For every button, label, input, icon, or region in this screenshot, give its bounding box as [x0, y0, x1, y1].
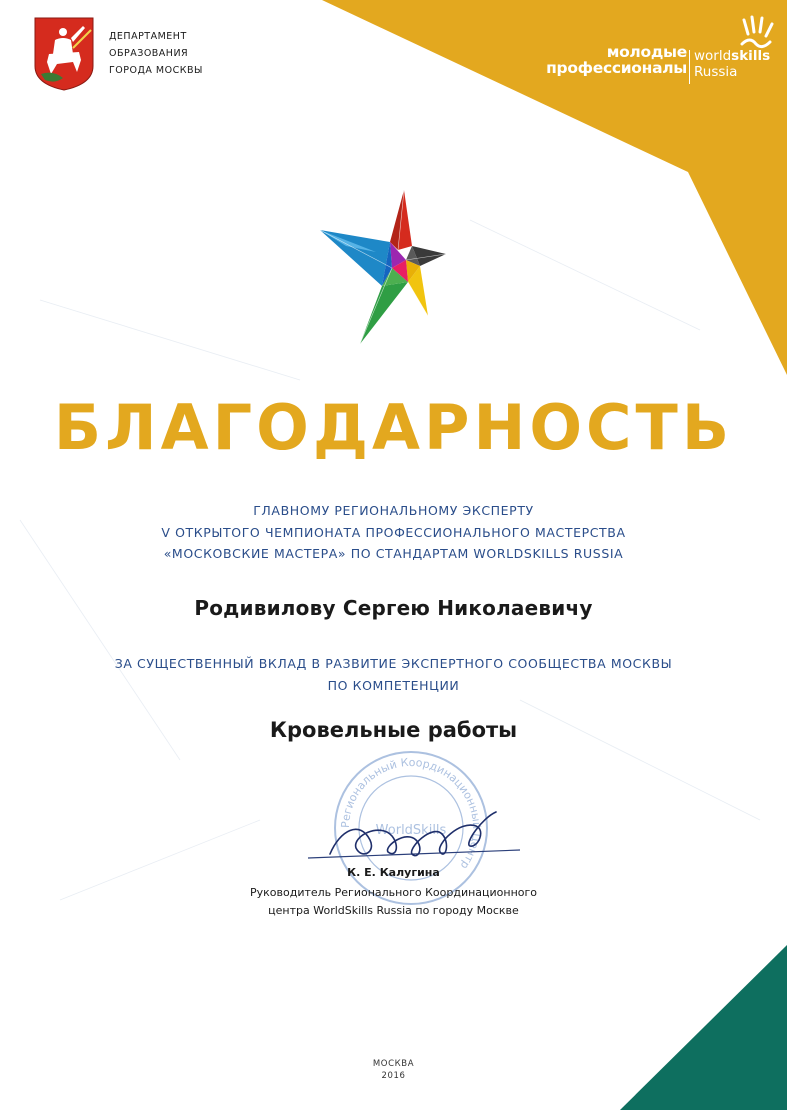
- reason-line: ПО КОМПЕТЕНЦИИ: [327, 677, 460, 693]
- recipient-line: ГЛАВНОМУ РЕГИОНАЛЬНОМУ ЭКСПЕРТУ: [253, 503, 534, 518]
- footer-city: МОСКВА: [372, 1059, 415, 1069]
- brand-ws-plain: world: [694, 48, 732, 64]
- competence-name: Кровельные работы: [269, 718, 518, 742]
- signatory-title: [0, 884, 787, 920]
- recipient-description: [0, 500, 787, 565]
- brand-country: Russia: [694, 64, 738, 80]
- certificate-title: БЛАГОДАРНОСТЬ: [53, 391, 734, 464]
- department-line: ДЕПАРТАМЕНТ: [109, 31, 187, 42]
- teal-corner-shape: [620, 945, 787, 1110]
- department-line: ОБРАЗОВАНИЯ: [109, 48, 189, 59]
- recipient-line: V ОТКРЫТОГО ЧЕМПИОНАТА ПРОФЕССИОНАЛЬНОГО МАСТЕРСТВА: [161, 524, 626, 540]
- reason-line: ЗА СУЩЕСТВЕННЫЙ ВКЛАД В РАЗВИТИЕ ЭКСПЕРТНОГО СООБЩЕСТВА МОСКВЫ: [114, 656, 673, 671]
- department-name: [109, 28, 203, 79]
- brand-russian-name: [546, 44, 687, 76]
- brand-line-2: профессионалы: [546, 59, 687, 77]
- footer: [0, 1058, 787, 1082]
- signatory-title-line: Руководитель Регионального Координационного: [249, 886, 538, 899]
- handwritten-signature: [300, 800, 530, 870]
- brand-ws-bold: skills: [731, 48, 771, 64]
- recipient-name: Родивилову Сергею Николаевичу: [194, 596, 593, 620]
- brand-divider: [689, 50, 690, 84]
- recipient-line: «МОСКОВСКИЕ МАСТЕРА» ПО СТАНДАРТАМ WORLDSKILLS RUSSIA: [163, 546, 624, 561]
- multicolor-star-icon: [316, 186, 446, 346]
- stamp-ring-text: Региональный Координационный Центр: [338, 755, 484, 872]
- award-reason: [0, 653, 787, 696]
- brand-line-1: молодые: [606, 43, 687, 61]
- footer-year: 2016: [381, 1071, 406, 1081]
- signatory-title-line: центра WorldSkills Russia по городу Москве: [268, 904, 519, 917]
- signatory-name: К. Е. Калугина: [347, 866, 440, 879]
- brand-worldskills: [694, 48, 770, 80]
- department-line: ГОРОДА МОСКВЫ: [109, 65, 203, 76]
- stamp-center-text: WorldSkills: [375, 823, 447, 838]
- moscow-coat-of-arms-icon: [33, 14, 95, 92]
